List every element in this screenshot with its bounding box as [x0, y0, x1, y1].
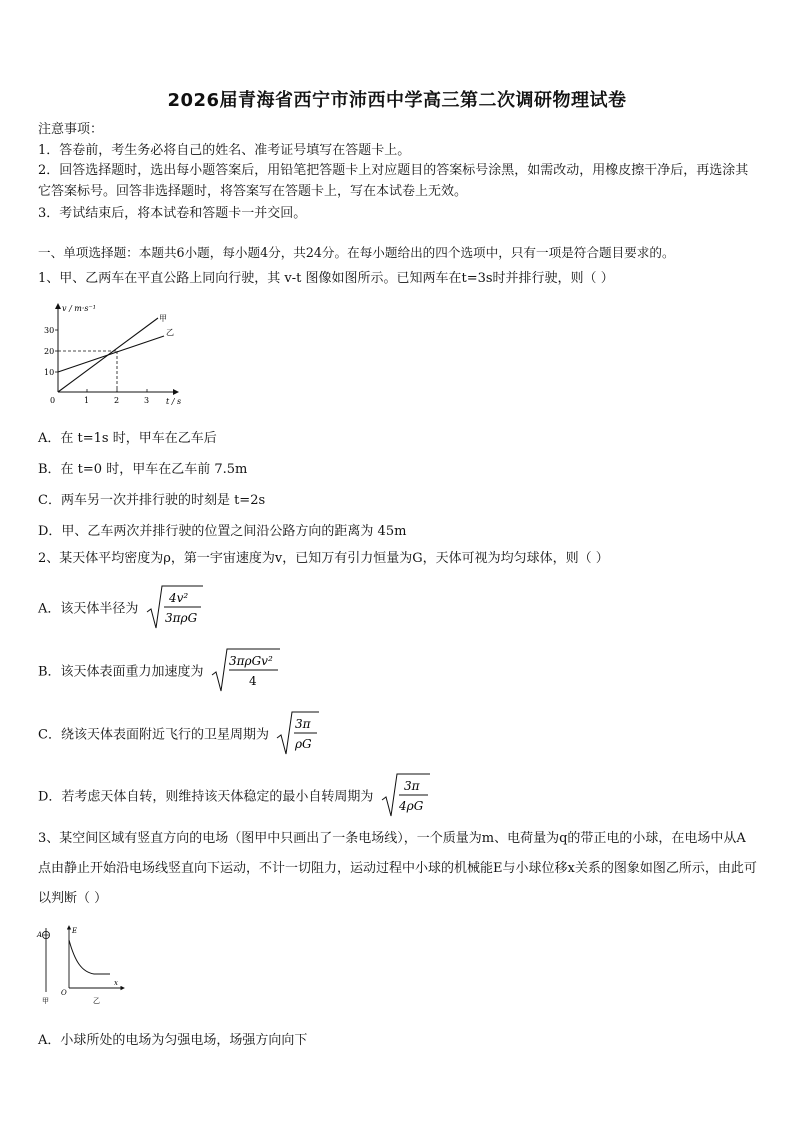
q2-option-c: C．绕该天体表面附近飞行的卫星周期为 3π ρG	[38, 708, 321, 758]
label-A: A	[37, 931, 43, 939]
svg-text:3π: 3π	[403, 779, 420, 793]
x-tick-3: 3	[144, 396, 150, 405]
q2-option-a: A．该天体半径为 4v² 3πρG	[38, 582, 205, 632]
svg-text:3π: 3π	[295, 717, 311, 731]
radical-a	[145, 582, 205, 632]
y-axis-label: v / m·s⁻¹	[62, 304, 96, 313]
q3-figures	[36, 924, 136, 1006]
x-axis-label: t / s	[166, 397, 182, 406]
y-tick-10: 10	[44, 368, 55, 377]
label-yi: 乙	[166, 328, 174, 337]
svg-text:ρG: ρG	[295, 737, 312, 751]
radical-c	[275, 708, 321, 758]
notice-item-2: 2．回答选择题时，选出每小题答案后，用铅笔把答题卡上对应题目的答案标号涂黑，如需改动，用橡皮擦干净后，再选涂其它答案标号。回答非选择题时，将答案写在答题卡上，写在本试卷上无效。	[38, 163, 749, 199]
label-fig-yi: 乙	[93, 997, 100, 1005]
q1-option-b: B．在 t=0 时，甲车在乙车前 7.5m	[38, 462, 248, 477]
radical-b	[210, 645, 282, 695]
question-1-stem: 1、甲、乙两车在平直公路上同向行驶，其 v-t 图像如图所示。已知两车在t=3s时并排行驶，则（ ）	[38, 271, 614, 286]
notice-item-1: 1．答卷前，考生务必将自己的姓名、准考证号填写在答题卡上。	[38, 143, 411, 158]
q2-option-b: B．该天体表面重力加速度为 3πρGv² 4	[38, 645, 282, 695]
svg-text:4ρG: 4ρG	[398, 799, 423, 813]
q1-option-c: C．两车另一次并排行驶的时刻是 t=2s	[38, 493, 266, 508]
label-jia: 甲	[159, 314, 167, 323]
origin-label: 0	[50, 396, 56, 405]
vt-graph	[40, 298, 190, 413]
y-tick-20: 20	[44, 347, 55, 356]
notice-item-3: 3．考试结束后，将本试卷和答题卡一并交回。	[38, 206, 307, 221]
svg-text:3πρGv²: 3πρGv²	[228, 654, 273, 668]
q3-option-a: A．小球所处的电场为匀强电场，场强方向向下	[38, 1033, 308, 1048]
line-yi	[58, 336, 164, 372]
y-tick-30: 30	[44, 326, 55, 335]
label-x: x	[114, 979, 118, 987]
radical-d	[380, 770, 432, 820]
svg-text:3πρG: 3πρG	[164, 611, 197, 625]
q1-option-d: D．甲、乙车两次并排行驶的位置之间沿公路方向的距离为 45m	[38, 524, 407, 539]
x-tick-1: 1	[84, 396, 90, 405]
svg-text:4v²: 4v²	[168, 591, 188, 605]
question-3-stem: 3、某空间区域有竖直方向的电场（图甲中只画出了一条电场线），一个质量为m、电荷量为q的带正电的小球，在电场中从A点由静止开始沿电场线竖直向下运动，不计一切阻力，运动过程中小球的机械能E与小球位移x关系的图象如图乙所示，由此可以判断（ ）	[38, 831, 757, 906]
page-title: 2026届青海省西宁市沛西中学高三第二次调研物理试卷	[167, 90, 627, 111]
x-tick-2: 2	[114, 396, 120, 405]
label-E: E	[72, 927, 78, 935]
q2-option-d: D．若考虑天体自转，则维持该天体稳定的最小自转周期为 3π 4ρG	[38, 770, 432, 820]
section-heading: 一、单项选择题：本题共6小题，每小题4分，共24分。在每小题给出的四个选项中，只有一项是符合题目要求的。	[38, 245, 675, 260]
notice-heading: 注意事项：	[38, 122, 104, 137]
question-2-stem: 2、某天体平均密度为ρ，第一宇宙速度为v，已知万有引力恒量为G，天体可视为均匀球体，则（ ）	[38, 551, 609, 566]
label-fig-jia: 甲	[42, 997, 49, 1005]
label-O: O	[61, 989, 67, 997]
q1-option-a: A．在 t=1s 时，甲车在乙车后	[38, 431, 217, 446]
energy-curve	[69, 940, 110, 974]
svg-text:4: 4	[248, 674, 257, 688]
